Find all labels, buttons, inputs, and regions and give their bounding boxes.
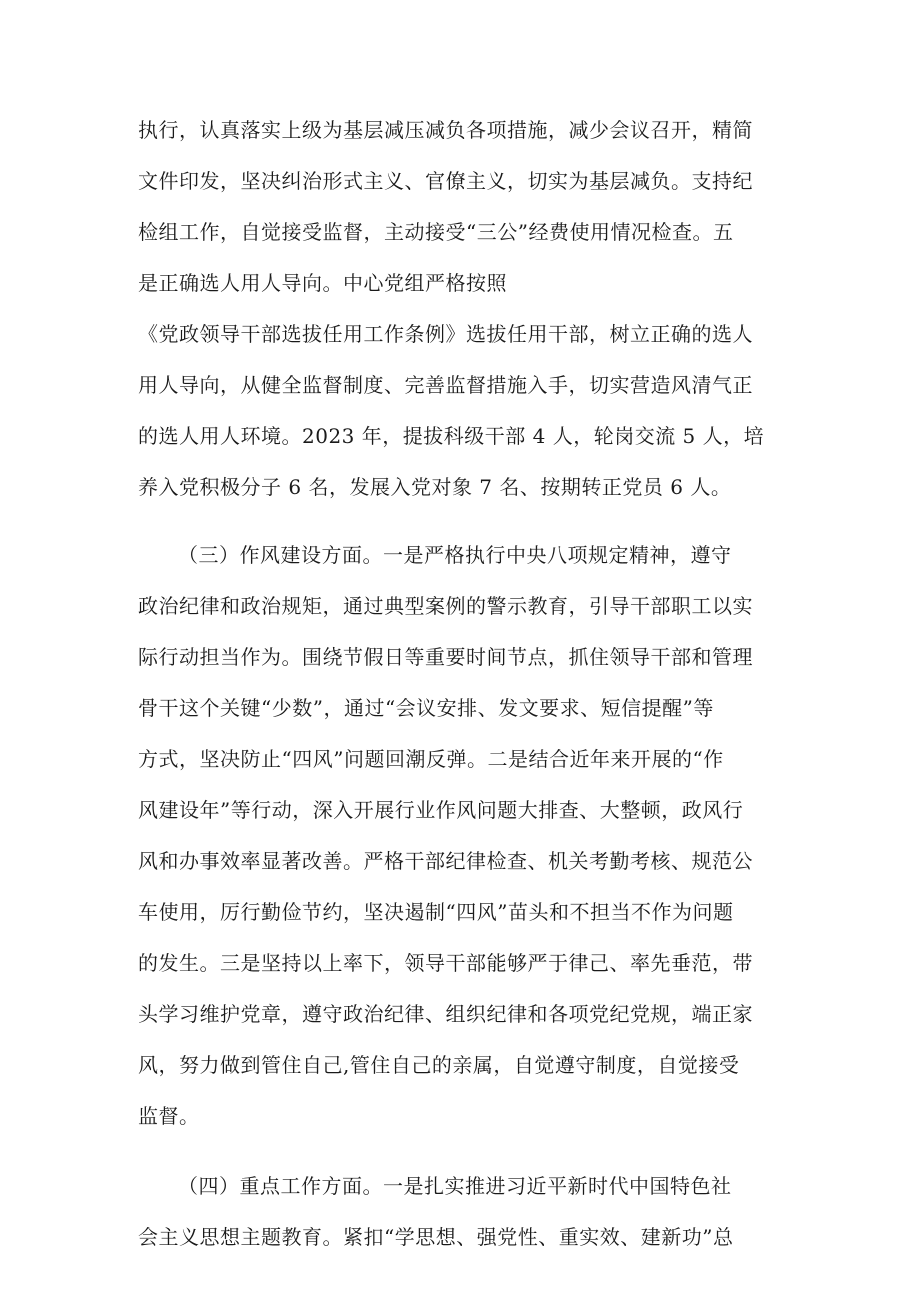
paragraph-3-line-2: 会主义思想主题教育。紧扣“学思想、强党性、重实效、建新功”总 xyxy=(138,1225,734,1249)
paragraph-1-line-6: 用人导向，从健全监督制度、完善监督措施入手，切实营造风清气正 xyxy=(138,373,753,397)
paragraph-2-line-4: 骨干这个关键“少数”，通过“会议安排、发文要求、短信提醒”等 xyxy=(138,696,714,720)
paragraph-2-line-8: 车使用，厉行勤俭节约，坚决遏制“四风”苗头和不担当不作为问题 xyxy=(138,900,734,924)
paragraph-2-line-11: 风，努力做到管住自己,管住自己的亲属，自觉遵守制度，自觉接受 xyxy=(138,1053,740,1077)
paragraph-2-line-10: 头学习维护党章，遵守政治纪律、组织纪律和各项党纪党规，端正家 xyxy=(138,1002,753,1026)
paragraph-1-line-8: 养入党积极分子 6 名，发展入党对象 7 名、按期转正党员 6 人。 xyxy=(138,475,732,499)
paragraph-1-line-1: 执行，认真落实上级为基层减压减负各项措施，减少会议召开，精简 xyxy=(138,118,753,142)
paragraph-2-line-2: 政治纪律和政治规矩，通过典型案例的警示教育，引导干部职工以实 xyxy=(138,594,753,618)
paragraph-2-line-12: 监督。 xyxy=(138,1104,200,1128)
paragraph-3-line-1: （四）重点工作方面。一是扎实推进习近平新时代中国特色社 xyxy=(178,1174,732,1198)
paragraph-2-line-7: 风和办事效率显著改善。严格干部纪律检查、机关考勤考核、规范公 xyxy=(138,849,753,873)
paragraph-1-line-2: 文件印发，坚决纠治形式主义、官僚主义，切实为基层减负。支持纪 xyxy=(138,169,753,193)
paragraph-2-line-1: （三）作风建设方面。一是严格执行中央八项规定精神，遵守 xyxy=(178,543,732,567)
paragraph-2-line-6: 风建设年”等行动，深入开展行业作风问题大排查、大整顿，政风行 xyxy=(138,798,744,822)
paragraph-1-line-3: 检组工作，自觉接受监督，主动接受“三公”经费使用情况检查。五 xyxy=(138,220,734,244)
paragraph-2-line-5: 方式，坚决防止“四风”问题回潮反弹。二是结合近年来开展的“作 xyxy=(138,747,724,771)
paragraph-1-line-4: 是正确选人用人导向。中心党组严格按照 xyxy=(138,271,507,295)
paragraph-2-line-3: 际行动担当作为。围绕节假日等重要时间节点，抓住领导干部和管理 xyxy=(138,645,753,669)
paragraph-1-line-7: 的选人用人环境。2023 年，提拔科级干部 4 人，轮岗交流 5 人，培 xyxy=(138,424,765,448)
paragraph-2-line-9: 的发生。三是坚持以上率下，领导干部能够严于律己、率先垂范，带 xyxy=(138,951,753,975)
paragraph-1-line-5: 《党政领导干部选拔任用工作条例》选拔任用干部，树立正确的选人 xyxy=(138,322,753,346)
